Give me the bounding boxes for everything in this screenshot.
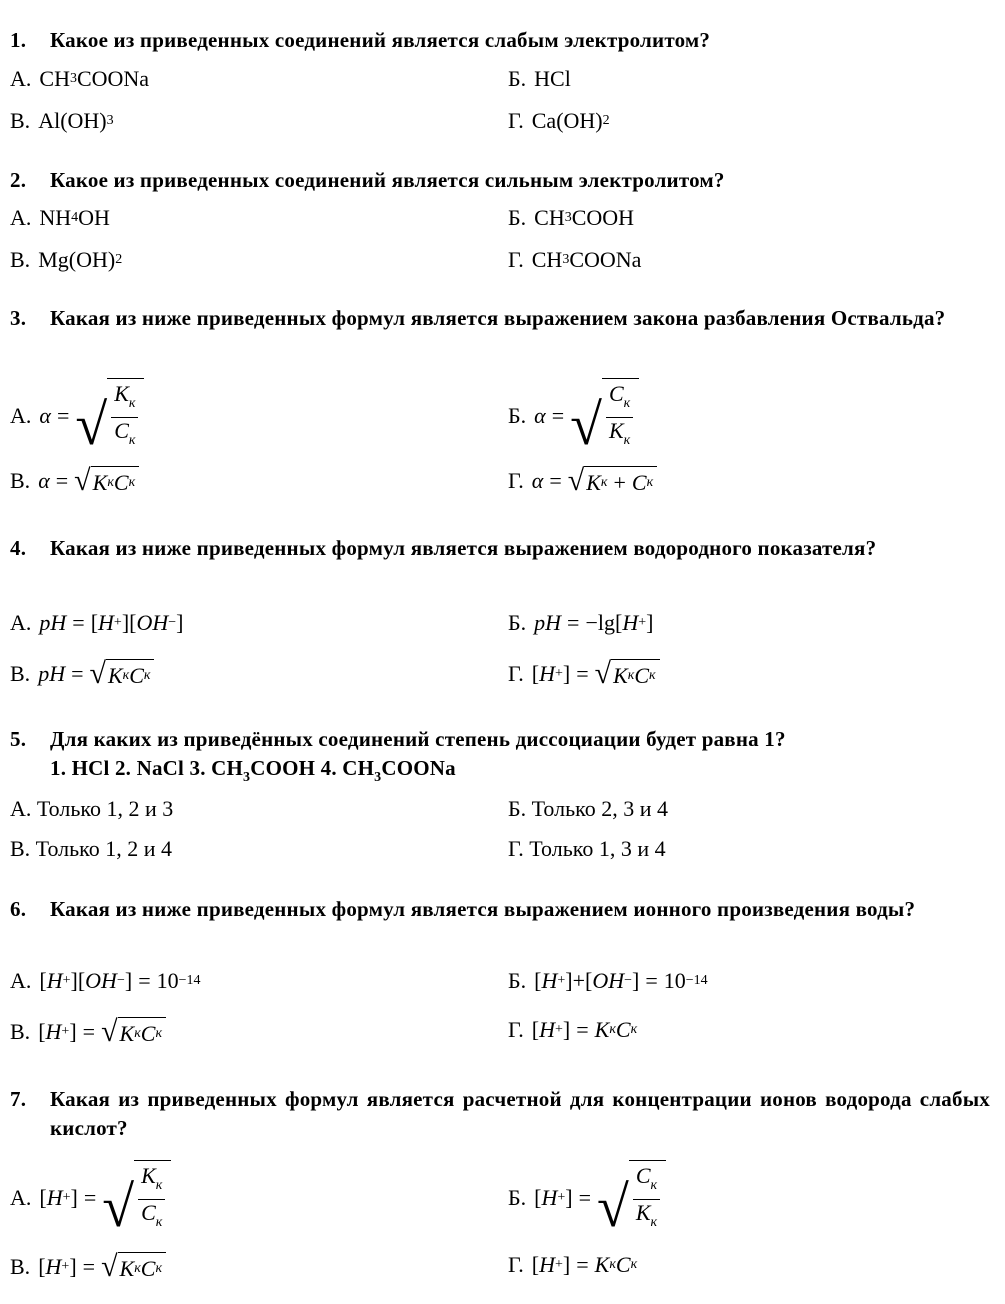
question-text: Для каких из приведённых соединений степень диссоциации будет равна 1? — [50, 727, 786, 751]
q5-option-c[interactable]: В. Только 1, 2 и 4 — [10, 836, 173, 861]
q6-option-d[interactable]: Г. [ H + ] = K к C к — [508, 1017, 638, 1042]
question-number: 5. — [10, 727, 27, 751]
question-6 — [10, 895, 990, 924]
sqrt-expression: √ K к C к — [101, 1017, 166, 1047]
question-text: Какое из приведенных соединений является сильным электролитом? — [50, 168, 725, 192]
q1-option-a[interactable]: А. CH 3 COONa — [10, 66, 150, 91]
q7-option-b[interactable]: Б. [ H + ] = √ $\frac{C_к}{K_к}$ — [508, 1160, 666, 1236]
sqrt-expression: √ $\frac{K_к}{C_к}$ — [75, 378, 144, 454]
sqrt-expression: √ $\frac{C_к}{K_к}$ — [597, 1160, 666, 1236]
question-5 — [10, 725, 990, 792]
question-compounds: 1. HCl 2. NaCl 3. $CH_3COOH$ 4. $CH_3COONa$ — [50, 756, 456, 785]
q4-option-b[interactable]: Б. pH = − lg [ H + ] — [508, 610, 654, 635]
question-number: 2. — [10, 168, 27, 192]
question-text: Какая из ниже приведенных формул является выражением ионного произведения воды? — [50, 897, 916, 921]
question-4 — [10, 534, 990, 563]
q1-option-b[interactable]: Б. HCl — [508, 66, 571, 91]
q3-option-c[interactable]: В. α = √ K к C к — [10, 466, 139, 496]
q2-option-a[interactable]: А. NH 4 OH — [10, 205, 110, 230]
sqrt-expression: √ K к C к — [90, 659, 155, 689]
q3-option-d[interactable]: Г. α = √ K к + C к — [508, 466, 657, 496]
q7-option-d[interactable]: Г. [ H + ] = K к C к — [508, 1252, 638, 1277]
q2-option-c[interactable]: В. Mg(OH) 2 — [10, 247, 123, 272]
q1-option-d[interactable]: Г. Ca(OH) 2 — [508, 108, 610, 133]
question-text: Какая из ниже приведенных формул является выражением водородного показателя? — [50, 536, 877, 560]
question-text: Какая из ниже приведенных формул является выражением закона разбавления Оствальда? — [50, 306, 946, 330]
q6-option-b[interactable]: Б. [ H + ] + [ OH − ] = 10 −14 — [508, 968, 708, 993]
sqrt-expression: √ K к + C к — [568, 466, 657, 496]
q7-option-c[interactable]: В. [ H + ] = √ K к C к — [10, 1252, 166, 1282]
q5-option-d[interactable]: Г. Только 1, 3 и 4 — [508, 836, 666, 861]
question-1 — [10, 26, 990, 55]
sqrt-expression: √ $\frac{K_к}{C_к}$ — [102, 1160, 171, 1236]
q3-option-a[interactable]: А. α = √ $\frac{K_к}{C_к}$ — [10, 378, 144, 454]
question-3 — [10, 304, 990, 333]
q3-option-b[interactable]: Б. α = √ $\frac{C_к}{K_к}$ — [508, 378, 639, 454]
sqrt-expression: √ K к C к — [74, 466, 139, 496]
q1-option-c[interactable]: В. Al(OH) 3 — [10, 108, 114, 133]
question-number: 1. — [10, 28, 27, 52]
sqrt-expression: √ K к C к — [101, 1252, 166, 1282]
question-7 — [10, 1085, 990, 1143]
sqrt-expression: √ $\frac{C_к}{K_к}$ — [570, 378, 639, 454]
q2-option-b[interactable]: Б. CH 3 COOH — [508, 205, 635, 230]
q4-option-c[interactable]: В. pH = √ K к C к — [10, 659, 154, 689]
question-number: 3. — [10, 306, 27, 330]
question-number: 4. — [10, 536, 27, 560]
q6-option-a[interactable]: А. [ H + ] [ OH − ] = 10 −14 — [10, 968, 201, 993]
q4-option-d[interactable]: Г. [ H + ] = √ K к C к — [508, 659, 660, 689]
question-text: Какое из приведенных соединений является слабым электролитом? — [50, 28, 711, 52]
q2-option-d[interactable]: Г. CH 3 COONa — [508, 247, 642, 272]
q6-option-c[interactable]: В. [ H + ] = √ K к C к — [10, 1017, 166, 1047]
sqrt-expression: √ K к C к — [595, 659, 660, 689]
q5-option-b[interactable]: Б. Только 2, 3 и 4 — [508, 796, 668, 821]
q5-option-a[interactable]: А. Только 1, 2 и 3 — [10, 796, 174, 821]
question-2 — [10, 166, 990, 195]
question-number: 6. — [10, 897, 27, 921]
question-text: Какая из приведенных формул является расчетной для концентрации ионов водорода слабых кислот? — [50, 1087, 990, 1140]
q7-option-a[interactable]: А. [ H + ] = √ $\frac{K_к}{C_к}$ — [10, 1160, 171, 1236]
question-number: 7. — [10, 1087, 27, 1111]
q4-option-a[interactable]: А. pH = [ H + ] [ OH − ] — [10, 610, 184, 635]
